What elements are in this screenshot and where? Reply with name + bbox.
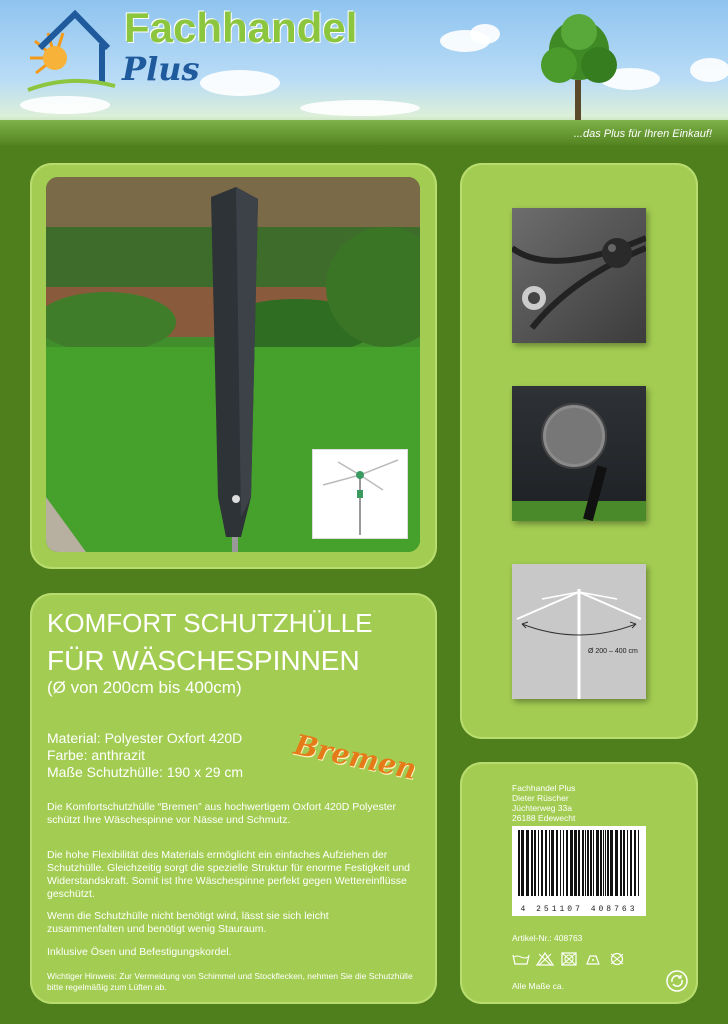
dimensions-note: Alle Maße ca. [512,981,564,991]
barcode-bar [518,830,520,896]
cloud [20,96,110,114]
barcode-bar [560,830,561,896]
size-diagram [512,564,646,699]
cloud [300,100,420,116]
eyelet-detail-image [512,208,646,343]
product-photo [46,177,420,552]
description-paragraph: Wenn die Schutzhülle nicht benötigt wird, lässt sie sich leicht zusammenfalten und benötigt wenig Stauraum. [47,910,329,935]
barcode-bar [582,830,584,896]
header-banner [0,0,728,145]
barcode-bar [531,830,533,896]
no-tumble-dry-icon [560,952,578,966]
barcode-bar [634,830,636,896]
barcode-bar [549,830,550,896]
no-bleach-icon [536,952,554,966]
barcode-bar [605,830,606,896]
barcode-bar [593,830,594,896]
wash-icon [512,952,530,966]
dry-icon [584,952,602,966]
logo-house-icon [20,8,120,98]
barcode-bar [551,830,554,896]
barcode-bars [512,826,646,906]
barcode-bar [623,830,625,896]
barcode-bar [534,830,536,896]
barcode-bar [615,830,618,896]
barcode-bar [574,830,577,896]
vendor-address [512,783,575,823]
recycling-icon [666,970,688,992]
spec-material: Material: Polyester Oxfort 420D [47,730,243,746]
product-title-line2: FÜR WÄSCHESPINNEN [47,645,360,676]
barcode-bar [541,830,543,896]
barcode-bar [620,830,622,896]
vendor-line: Fachhandel Plus [512,783,576,793]
spec-size: Maße Schutzhülle: 190 x 29 cm [47,764,244,780]
barcode-bar [538,830,539,896]
vendor-line: 26188 Edewecht [512,813,576,823]
brand-name: Fachhandel [124,4,358,51]
spec-color: Farbe: anthrazit [47,747,146,763]
barcode-bar [521,830,524,896]
important-note: Wichtiger Hinweis: Zur Vermeidung von Schimmel und Stockflecken, nehmen Sie die Schutzhülle bitte regelmäßig zum Lüften ab. [47,971,413,992]
description-paragraph: Die hohe Flexibilität des Materials ermöglicht ein einfaches Aufziehen der Schutzhülle. Gleichzeitig sorgt die spezielle Struktur für enorme Festigkeit und Widerstandskraft. Somit ist Ihre Wäschespinne perfekt gegen Wettereinflüsse geschützt. [47,849,411,900]
vendor-line: Jüchterweg 33a [512,803,573,813]
barcode-bar [596,830,599,896]
barcode-bar [545,830,547,896]
barcode-number: 4 251107 408763 [520,905,638,914]
product-title-line3: (Ø von 200cm bis 400cm) [47,678,242,697]
brand-sub: Plus [122,50,200,88]
description-paragraph: Inklusive Ösen und Befestigungskordel. [47,946,232,958]
barcode-bar [566,830,568,896]
barcode-bar [585,830,586,896]
barcode-bar [610,830,613,896]
cloud [690,58,728,82]
barcode-bar [556,830,558,896]
barcode-bar [570,830,573,896]
barcode-bar [607,830,609,896]
product-title-line1: KOMFORT SCHUTZHÜLLE [47,608,373,638]
care-symbols [512,952,626,966]
barcode-bar [603,830,604,896]
barcode-bar [638,830,639,896]
barcode-bar [526,830,529,896]
article-number: Artikel-Nr.: 408763 [512,933,583,943]
tree-icon [524,10,634,130]
vendor-line: Dieter Rüscher [512,793,569,803]
barcode [512,826,646,916]
barcode-bar [630,830,632,896]
cloud [470,24,500,44]
barcode-bar [590,830,592,896]
barcode-bar [563,830,564,896]
barcode-bar [627,830,628,896]
slogan: ...das Plus für Ihren Einkauf! [573,128,712,140]
cloud [200,70,280,96]
fabric-detail-image [512,386,646,521]
barcode-bar [578,830,580,896]
barcode-bar [600,830,602,896]
barcode-bar [587,830,589,896]
model-name: Bremen [291,728,420,787]
description-paragraph: Die Komfortschutzhülle “Bremen” aus hochwertigem Oxfort 420D Polyester schützt Ihre Wäschespinne vor Nässe und Schmutz. [47,801,396,826]
no-dry-clean-icon [608,952,626,966]
diameter-label: Ø 200 – 400 cm [588,648,638,655]
inset-product-image [312,449,408,539]
